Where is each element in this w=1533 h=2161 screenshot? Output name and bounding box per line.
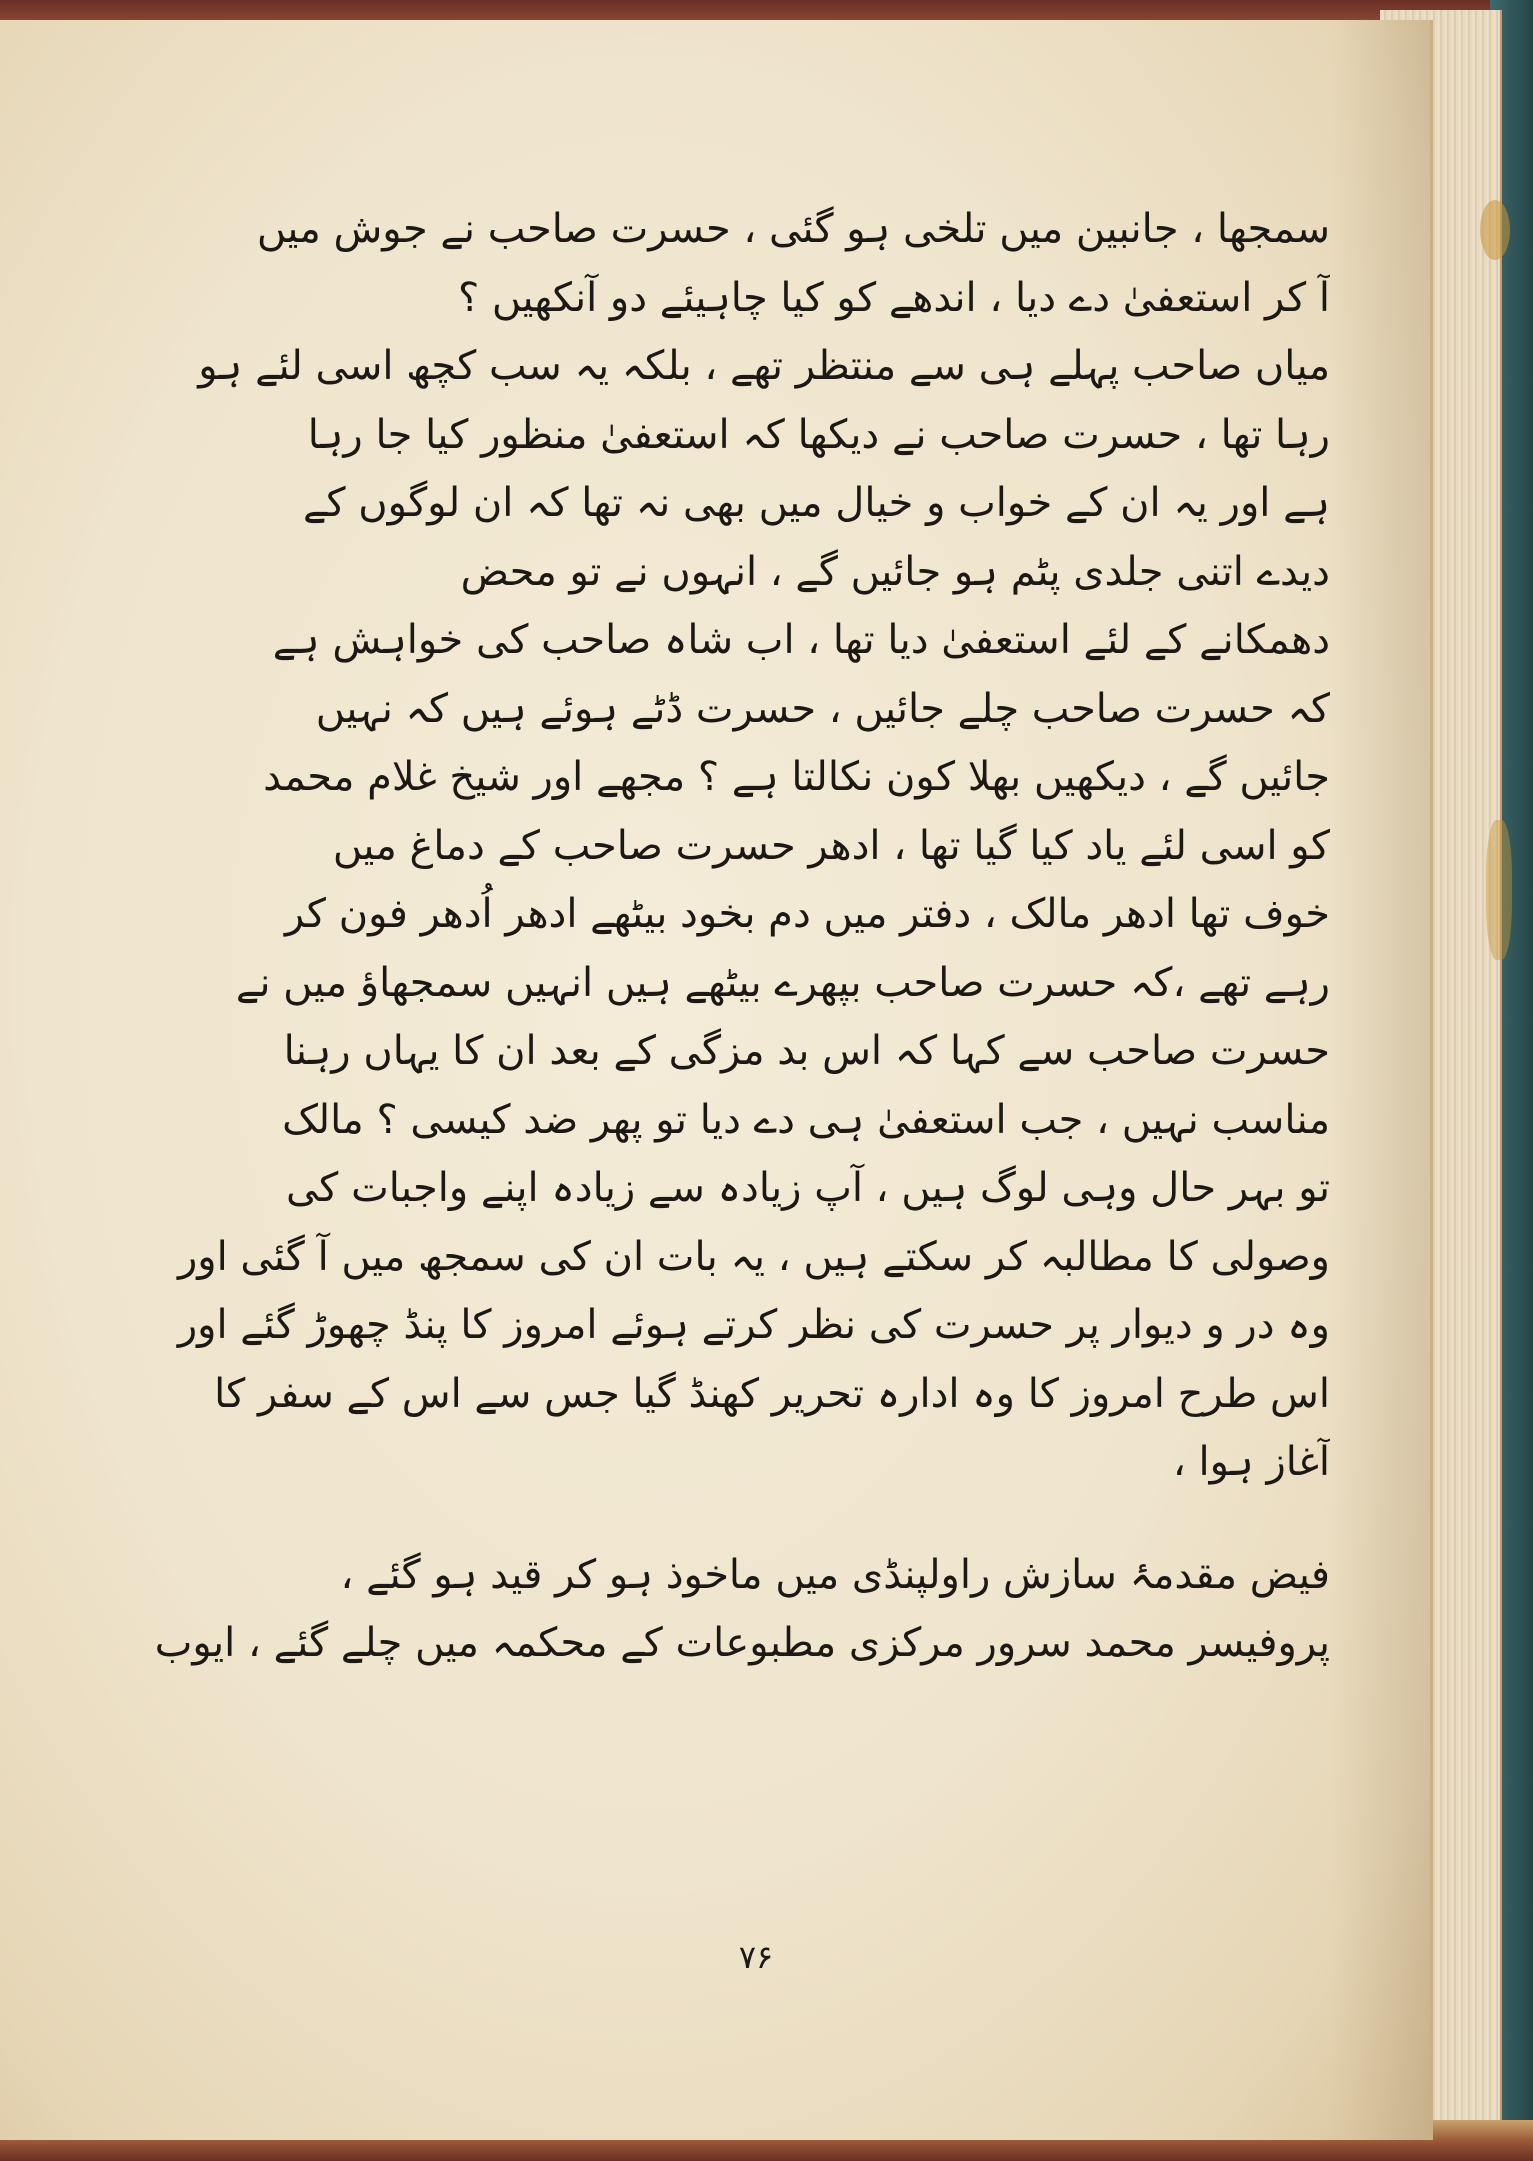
text-line: مناسب نہیں ، جب استعفیٰ ہی دے دیا تو پھر ضد کیسی ؟ مالک [282,1096,1330,1143]
text-line: حسرت صاحب سے کہا کہ اس بد مزگی کے بعد ان کا یہاں رہنا [283,1028,1330,1074]
page-number: ۷۶ [738,1938,774,1976]
text-line: آغاز ہوا ، [1172,1439,1330,1485]
text-line: رہے تھے ،کہ حسرت صاحب بپھرے بیٹھے ہیں انہیں سمجھاؤ میں نے [235,959,1330,1006]
text-line: دھمکانے کے لئے استعفیٰ دیا تھا ، اب شاہ صاحب کی خواہش ہے [272,617,1330,663]
text-line: جائیں گے ، دیکھیں بھلا کون نکالتا ہے ؟ مجھے اور شیخ غلام محمد [263,754,1330,800]
text-line: وصولی کا مطالبہ کر سکتے ہیں ، یہ بات ان کی سمجھ میں آ گئی اور [177,1233,1330,1280]
page-gutter-shadow [1330,20,1430,2140]
text-line: کو اسی لئے یاد کیا گیا تھا ، ادھر حسرت صاحب کے دماغ میں [332,822,1330,869]
text-line: خوف تھا ادھر مالک ، دفتر میں دم بخود بیٹھے ادھر اُدھر فون کر [284,891,1330,937]
text-line: وہ در و دیوار پر حسرت کی نظر کرتے ہوئے امروز کا پنڈ چھوڑ گئے اور [177,1302,1330,1348]
urdu-text-block [150,195,1330,1678]
text-line: میاں صاحب پہلے ہی سے منتظر تھے ، بلکہ یہ سب کچھ اسی لئے ہو [198,343,1330,389]
paragraph-2 [150,1541,1330,1678]
text-line: ہے اور یہ ان کے خواب و خیال میں بھی نہ تھا کہ ان لوگوں کے [303,480,1330,526]
page-stain [1480,200,1510,260]
paragraph-1 [150,195,1330,1497]
text-line: آ کر استعفیٰ دے دیا ، اندھے کو کیا چاہیئے دو آنکھیں ؟ [457,274,1330,321]
text-line: کہ حسرت صاحب چلے جائیں ، حسرت ڈٹے ہوئے ہیں کہ نہیں [315,685,1330,732]
text-line: رہا تھا ، حسرت صاحب نے دیکھا کہ استعفیٰ منظور کیا جا رہا [307,411,1330,458]
page-stain [1486,820,1512,960]
text-line: فیض مقدمۂ سازش راولپنڈی میں ماخوذ ہو کر قید ہو گئے ، [340,1551,1330,1598]
text-line: اس طرح امروز کا وہ ادارہ تحریر کھنڈ گیا جس سے اس کے سفر کا [214,1370,1330,1417]
text-line: پروفیسر محمد سرور مرکزی مطبوعات کے محکمہ میں چلے گئے ، ایوب [154,1620,1330,1666]
paragraph-gap [150,1497,1330,1541]
text-line: سمجھا ، جانبین میں تلخی ہو گئی ، حسرت صاحب نے جوش میں [256,206,1330,252]
text-line: دیدے اتنی جلدی پٹم ہو جائیں گے ، انہوں نے تو محض [460,548,1330,595]
text-line: تو بہر حال وہی لوگ ہیں ، آپ زیادہ سے زیادہ اپنے واجبات کی [285,1165,1330,1211]
